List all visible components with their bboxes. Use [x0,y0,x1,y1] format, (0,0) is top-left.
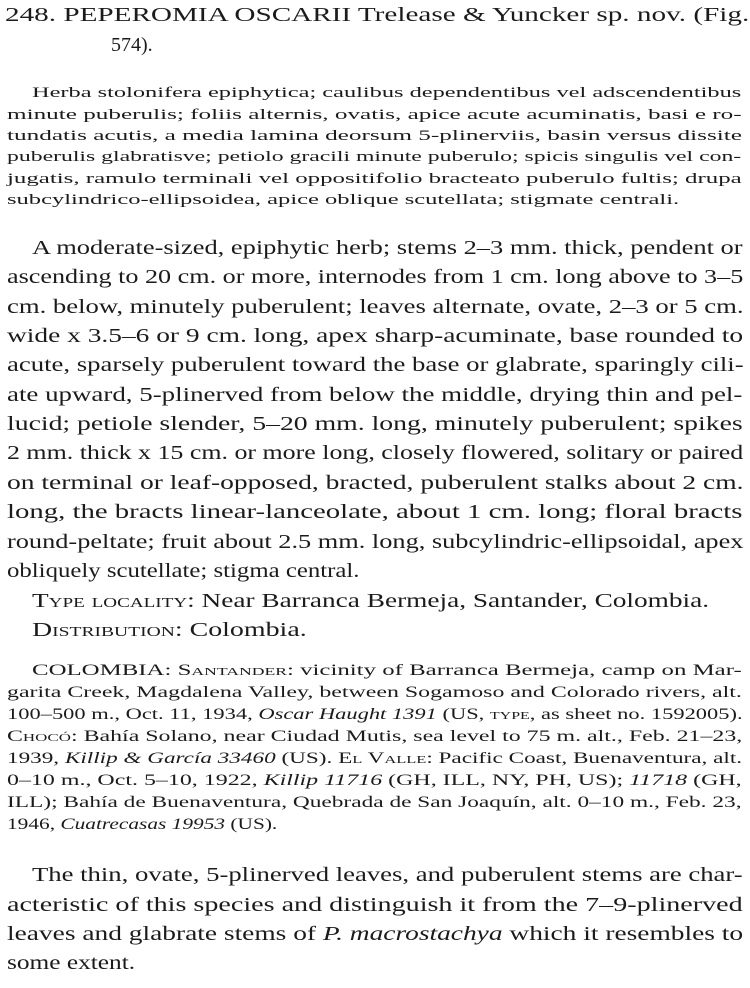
description-line: wide x 3.5–6 or 9 cm. long, apex sharp-acuminate, base rounded to [7,325,744,347]
specimen-line: 1939, Killip & García 33460 (US). El Valle: Pacific Coast, Buenaventura, alt. [7,750,743,767]
type-locality-value: Near Barranca Bermeja, Santander, Colombia. [201,590,710,612]
specimen-text: 1939, [7,750,60,767]
specimen-line: COLOMBIA: Santander: vicinity of Barranca Bermeja, camp on Mar- [32,662,742,679]
discussion-line: some extent. [7,952,136,974]
specimen-text: (US). [281,750,333,767]
type-locality-label: Type locality [32,590,188,612]
description-line: lucid; petiole slender, 5–20 mm. long, minutely puberulent; spikes [7,413,743,435]
collector-number: 11718 [629,772,688,789]
heading-line: 574). [111,34,153,56]
country-name: COLOMBIA: [32,662,172,679]
specimen-line: garita Creek, Magdalena Valley, between Sogamoso and Colorado rivers, alt. [7,684,742,701]
description-line: long, the bracts linear-lanceolate, about 1 cm. long; floral bracts [7,501,743,523]
specimen-line: Chocó: Bahía Solano, near Ciudad Mutis, sea level to 75 m. alt., Feb. 21–23, [7,728,743,745]
type-locality: Type locality: Near Barranca Bermeja, Santander, Colombia. [32,590,710,612]
species-name: P. macrostachya [322,923,503,945]
discussion-line: acteristic of this species and distinguish it from the 7–9-plinerved [7,894,743,916]
specimen-text: 100–500 m., Oct. 11, 1934, [7,706,253,723]
heading-line: 248. PEPEROMIA OSCARII Trelease & Yuncker sp. nov. (Fig. [5,4,750,26]
specimen-text: (GH, [693,772,742,789]
specimen-text: vicinity of Barranca Bermeja, camp on Mar- [300,662,742,679]
specimen-text: , as sheet no. 1592005). [529,706,743,723]
specimen-text: 1946, [7,816,56,833]
department-name: Santander [177,662,287,679]
specimen-line [7,772,742,790]
latin-line: tundatis acutis, a media lamina deorsum 5-plinerviis, basin versus dissite [7,128,742,144]
distribution-label: Distribution [32,619,175,641]
description-line: ate upward, 5-plinerved from below the middle, drying thin and pel- [7,384,743,406]
latin-line: subcylindrico-ellipsoidea, apice oblique scutellata; stigmate centrali. [7,192,680,208]
description-line: on terminal or leaf-opposed, bracted, puberulent stalks about 2 cm. [7,472,744,494]
department-name: El Valle [338,750,427,767]
distribution: Distribution: Colombia. [32,619,307,641]
description-line: obliquely scutellate; stigma central. [7,560,360,582]
description-line: round-peltate; fruit about 2.5 mm. long, subcylindric-ellipsoidal, apex [7,531,744,553]
collector-name: Cuatrecasas 19953 [60,816,226,833]
description-line: A moderate-sized, epiphytic herb; stems 2–3 mm. thick, pendent or [32,237,743,259]
specimen-line [7,816,277,834]
specimen-text: Pacific Coast, Buenaventura, alt. [438,750,743,767]
collector-name: Killip & García 33460 [64,750,276,767]
type-designation: type [489,706,530,723]
specimen-text: Bahía Solano, near Ciudad Mutis, sea level to 75 m. alt., Feb. 21–23, [83,728,743,745]
discussion-text: which it resembles to [509,923,744,945]
department-name: Chocó [7,728,71,745]
description-line: 2 mm. thick x 15 cm. or more long, closely flowered, solitary or paired [7,442,744,464]
latin-line: minute puberulis; foliis alternis, ovatis, apice acute acuminatis, basi e ro- [7,107,742,123]
description-line: acute, sparsely puberulent toward the base or glabrate, sparingly cili- [7,354,744,376]
discussion-line: The thin, ovate, 5-plinerved leaves, and puberulent stems are char- [32,864,743,886]
collector-name: Oscar Haught 1391 [258,706,437,723]
specimen-line [7,706,743,724]
specimen-line: ILL); Bahía de Buenaventura, Quebrada de San Joaquín, alt. 0–10 m., Feb. 23, [7,794,742,811]
specimen-text: (US). [230,816,278,833]
latin-line: jugatis, ramulo terminali vel oppositifolio bracteato puberulo fultis; drupa [7,171,742,187]
discussion-text: leaves and glabrate stems of [7,923,317,945]
discussion-line [7,923,743,946]
collector-name: Killip 11716 [263,772,383,789]
specimen-text: (US, [442,706,485,723]
specimen-text: (GH, ILL, NY, PH, US); [388,772,624,789]
distribution-value: Colombia. [189,619,307,641]
description-line: cm. below, minutely puberulent; leaves alternate, ovate, 2–3 or 5 cm. [7,296,744,318]
latin-line: Herba stolonifera epiphytica; caulibus dependentibus vel adscendentibus [32,85,742,101]
latin-line: puberulis glabratisve; petiolo gracili minute puberulo; spicis singulis vel con- [7,149,742,165]
specimen-text: 0–10 m., Oct. 5–10, 1922, [7,772,258,789]
description-line: ascending to 20 cm. or more, internodes from 1 cm. long above to 3–5 [7,266,744,288]
